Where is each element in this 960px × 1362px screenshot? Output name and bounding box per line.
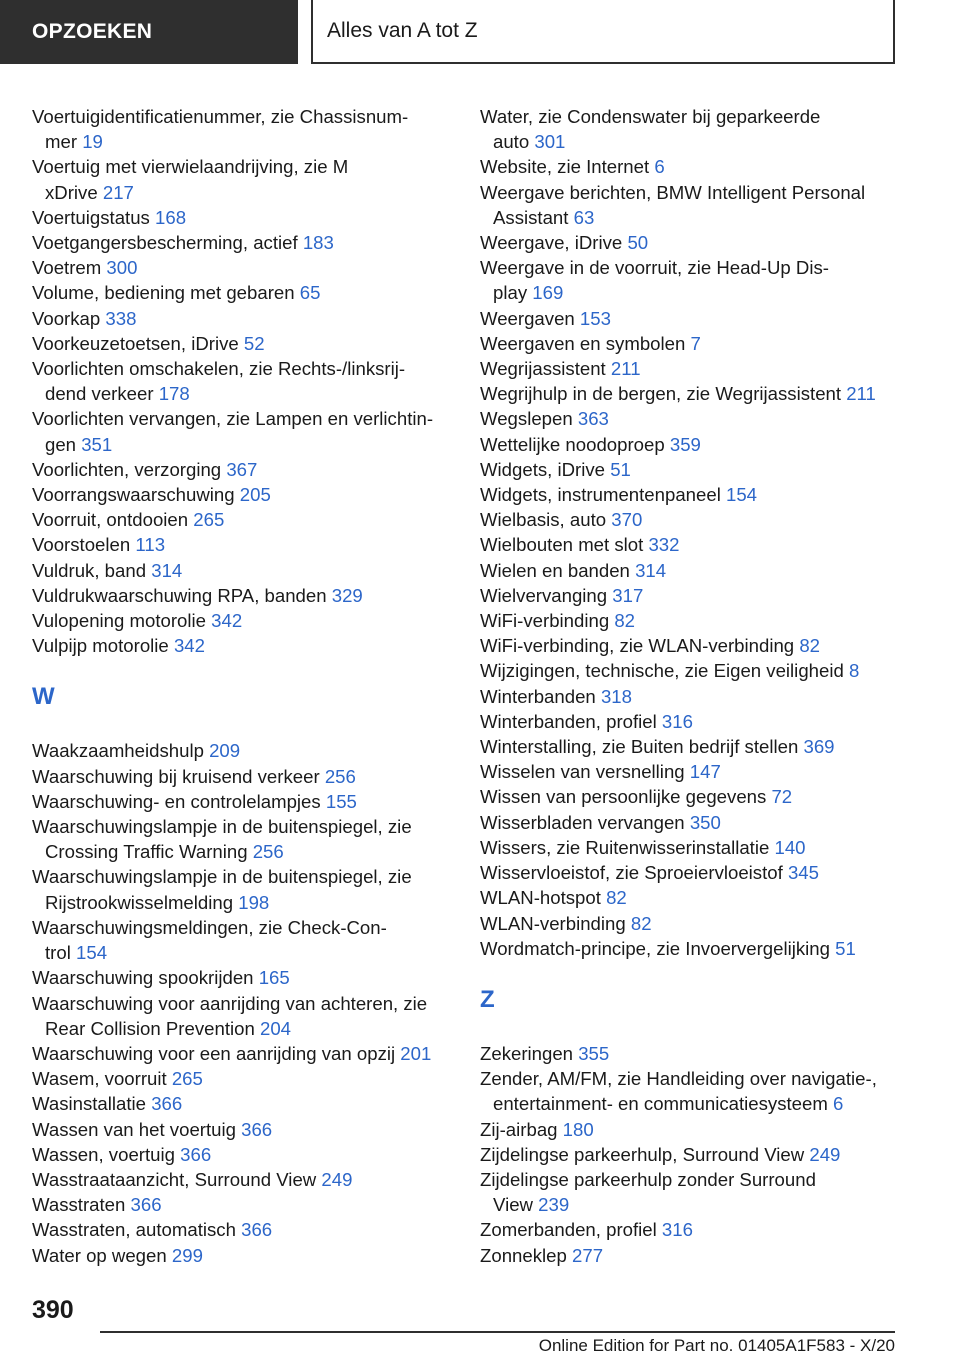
chapter-title: Alles van A tot Z [311, 0, 895, 64]
entry-term: Wassen, voertuig [32, 1143, 175, 1165]
page-reference-link[interactable]: 154 [76, 942, 108, 964]
entry-term: Zomerbanden, profiel [480, 1219, 657, 1241]
page-reference-link[interactable]: 249 [321, 1168, 353, 1190]
index-entry [480, 633, 910, 658]
index-entry [32, 965, 462, 990]
entry-term: Water op wegen [32, 1244, 167, 1266]
page-reference-link[interactable]: 165 [258, 967, 290, 989]
page-reference-link[interactable]: 217 [102, 181, 134, 203]
entry-term: Winterstalling, zie Buiten bedrijf stellen [480, 736, 799, 758]
page-reference-link[interactable]: 329 [331, 584, 363, 606]
page-number: 390 [32, 1296, 74, 1324]
entry-term: Assistant [493, 206, 569, 228]
page-reference-link[interactable]: 314 [151, 559, 183, 581]
page-reference-link[interactable]: 82 [630, 912, 652, 934]
index-entry [480, 230, 910, 255]
index-entry [480, 331, 910, 356]
entry-term: Wasstraataanzicht, Surround View [32, 1168, 317, 1190]
page-reference-link[interactable]: 113 [135, 534, 166, 556]
entry-term: Weergaven [480, 307, 575, 329]
entry-term: Waarschuwingsmeldingen, zie Check-Con‐ [32, 916, 387, 938]
index-entry [32, 255, 462, 280]
entry-term: WiFi-verbinding [480, 610, 610, 632]
entry-term: Zij-airbag [480, 1118, 558, 1140]
index-entry [32, 1091, 462, 1116]
page-reference-link[interactable]: 265 [193, 509, 225, 531]
page-reference-link[interactable]: 256 [324, 765, 356, 787]
page-reference-link[interactable]: 363 [577, 408, 609, 430]
index-entry [32, 915, 462, 965]
entry-term: Vuldrukwaarschuwing RPA, banden [32, 584, 327, 606]
page-reference-link[interactable]: 366 [130, 1194, 162, 1216]
page-reference-link[interactable]: 300 [106, 257, 138, 279]
page-reference-link[interactable]: 316 [661, 710, 693, 732]
page-reference-link[interactable]: 369 [803, 736, 835, 758]
entry-term: Zonneklep [480, 1244, 567, 1266]
entry-term: Voetgangersbescherming, actief [32, 232, 298, 254]
index-entry [32, 789, 462, 814]
index-entry [480, 457, 910, 482]
entry-term: Widgets, iDrive [480, 458, 606, 480]
page-reference-link[interactable]: 342 [211, 610, 243, 632]
index-entry [32, 1041, 462, 1066]
entry-term: Waarschuwing bij kruisend verkeer [32, 765, 320, 787]
entry-term: Volume, bediening met gebaren [32, 282, 295, 304]
entry-term: Voetrem [32, 257, 102, 279]
index-entry [480, 1142, 910, 1167]
page-reference-link[interactable]: 359 [669, 433, 701, 455]
index-entry [480, 860, 910, 885]
entry-term: Voorrangswaarschuwing [32, 484, 235, 506]
entry-term: Wasstraten [32, 1194, 126, 1216]
page-reference-link[interactable]: 168 [155, 206, 187, 228]
page-reference-link[interactable]: 355 [578, 1042, 610, 1064]
page-reference-link[interactable]: 366 [151, 1093, 183, 1115]
index-entry [480, 1117, 910, 1142]
index-entry [480, 1066, 910, 1116]
page-reference-link[interactable]: 82 [799, 635, 820, 657]
page-reference-link[interactable]: 209 [209, 740, 241, 762]
index-entry [32, 1167, 462, 1192]
page-reference-link[interactable]: 314 [635, 559, 667, 581]
entry-term: Website, zie Internet [480, 156, 650, 178]
entry-term: Weergave, iDrive [480, 232, 623, 254]
entry-term: Wegrijhulp in de bergen, zie Wegrijassistent [480, 383, 842, 405]
index-entry [480, 885, 910, 910]
index-entry [480, 432, 910, 457]
page-reference-link[interactable]: 50 [627, 232, 649, 254]
page-reference-link[interactable]: 205 [239, 484, 271, 506]
index-entry [32, 633, 462, 658]
index-entry [32, 764, 462, 789]
index-entry [480, 1243, 910, 1268]
entry-term: Wissen van persoonlijke gegevens [480, 786, 767, 808]
page-reference-link[interactable]: 342 [173, 635, 205, 657]
entry-term: Voertuigstatus [32, 206, 150, 228]
entry-term: auto [493, 131, 530, 153]
index-entry [32, 457, 462, 482]
page-reference-link[interactable]: 8 [849, 660, 860, 682]
entry-term: Wasinstallatie [32, 1093, 147, 1115]
entry-term: Widgets, instrumentenpaneel [480, 484, 721, 506]
entry-term: Waakzaamheidshulp [32, 740, 204, 762]
index-entry [32, 532, 462, 557]
page-reference-link[interactable]: 338 [105, 307, 137, 329]
index-entry [480, 810, 910, 835]
page-reference-link[interactable]: 301 [534, 131, 566, 153]
entry-term: Winterbanden, profiel [480, 710, 657, 732]
index-entry [32, 1217, 462, 1242]
entry-term: Wordmatch-principe, zie Invoervergelijking [480, 937, 830, 959]
entry-term: Winterbanden [480, 685, 596, 707]
page-reference-link[interactable]: 332 [648, 534, 680, 556]
page-reference-link[interactable]: 180 [562, 1118, 594, 1140]
entry-term: Voertuigidentificatienummer, zie Chassisnum‐ [32, 106, 409, 127]
entry-term: Voertuig met vierwielaandrijving, zie M [32, 156, 349, 178]
index-entry [32, 608, 462, 633]
index-entry [32, 583, 462, 608]
page-reference-link[interactable]: 65 [299, 282, 321, 304]
entry-term: Voorruit, ontdooien [32, 509, 189, 531]
entry-term: Zijdelingse parkeerhulp, Surround View [480, 1143, 805, 1165]
index-letter-heading: Z [480, 985, 495, 1013]
index-entry [480, 154, 910, 179]
entry-term: Water, zie Condenswater bij geparkeerde [480, 106, 821, 127]
entry-term: Weergaven en symbolen [480, 332, 686, 354]
index-letter-heading: W [32, 683, 55, 711]
entry-term: Waarschuwingslampje in de buitenspiegel, zie [32, 866, 412, 888]
entry-term: Waarschuwing spookrijden [32, 967, 254, 989]
index-entry [32, 104, 462, 154]
page-reference-link[interactable]: 318 [600, 685, 632, 707]
entry-term: play [493, 282, 528, 304]
index-entry [480, 532, 910, 557]
index-entry [480, 709, 910, 734]
entry-term: Weergave berichten, BMW Intelligent Personal [480, 181, 866, 203]
page-reference-link[interactable]: 201 [400, 1042, 432, 1064]
page-reference-link[interactable]: 140 [774, 836, 806, 858]
index-column-right [480, 104, 910, 1268]
index-entry [32, 154, 462, 204]
index-entry [32, 331, 462, 356]
entry-term: Wasem, voorruit [32, 1068, 167, 1090]
entry-term: Zekeringen [480, 1042, 574, 1064]
page-reference-link[interactable]: 183 [302, 232, 334, 254]
entry-term: Voorkap [32, 307, 101, 329]
entry-term: entertainment- en communicatiesysteem [493, 1093, 828, 1115]
page-reference-link[interactable]: 72 [771, 786, 793, 808]
index-entry [32, 1142, 462, 1167]
page-reference-link[interactable]: 52 [243, 332, 265, 354]
index-entry [480, 255, 910, 305]
entry-term: Wassen van het voertuig [32, 1118, 236, 1140]
page-reference-link[interactable]: 211 [610, 358, 641, 380]
entry-term: View [493, 1194, 533, 1216]
page-reference-link[interactable]: 6 [654, 156, 665, 178]
index-entry [32, 558, 462, 583]
page-reference-link[interactable]: 370 [611, 509, 643, 531]
page-reference-link[interactable]: 63 [573, 206, 595, 228]
page-reference-link[interactable]: 178 [158, 383, 190, 405]
page-reference-link[interactable]: 6 [833, 1093, 844, 1115]
index-entry [480, 558, 910, 583]
index-entry [480, 180, 910, 230]
index-entry [32, 280, 462, 305]
section-tab[interactable]: OPZOEKEN [0, 0, 298, 64]
entry-term: Wettelijke noodoproep [480, 433, 665, 455]
index-entry [32, 1117, 462, 1142]
index-entry [32, 1066, 462, 1091]
page-reference-link[interactable]: 299 [171, 1244, 203, 1266]
index-entry [480, 684, 910, 709]
entry-term: Waarschuwing voor aanrijding van achteren, zie [32, 992, 428, 1014]
page-reference-link[interactable]: 317 [612, 584, 644, 606]
index-entry [480, 936, 910, 961]
page-reference-link[interactable]: 7 [690, 332, 701, 354]
index-entry [480, 734, 910, 759]
entry-term: Wielbouten met slot [480, 534, 644, 556]
page-reference-link[interactable]: 51 [610, 458, 631, 480]
page-reference-link[interactable]: 277 [572, 1244, 604, 1266]
index-entry [480, 1041, 910, 1066]
page-reference-link[interactable]: 366 [241, 1118, 273, 1140]
page-reference-link[interactable]: 351 [81, 433, 113, 455]
index-entry [480, 1217, 910, 1242]
entry-term: Vulpijp motorolie [32, 635, 169, 657]
index-entry [480, 1167, 910, 1217]
index-entry [480, 306, 910, 331]
entry-term: Voorstoelen [32, 534, 131, 556]
index-entry [480, 608, 910, 633]
index-entry [480, 784, 910, 809]
entry-term: Vuldruk, band [32, 559, 147, 581]
index-entry [480, 507, 910, 532]
entry-term: Waarschuwingslampje in de buitenspiegel, zie [32, 816, 412, 838]
index-entry [32, 864, 462, 914]
entry-term: Vulopening motorolie [32, 610, 206, 632]
footer-divider [100, 1331, 895, 1333]
page-reference-link[interactable]: 82 [606, 887, 627, 909]
page-reference-link[interactable]: 366 [241, 1219, 273, 1241]
entry-term: WLAN-verbinding [480, 912, 626, 934]
page-reference-link[interactable]: 239 [538, 1194, 570, 1216]
page-reference-link[interactable]: 154 [726, 484, 758, 506]
index-entry [32, 482, 462, 507]
entry-term: mer [45, 131, 78, 153]
entry-term: Voorkeuzetoetsen, iDrive [32, 332, 239, 354]
index-entry [32, 205, 462, 230]
entry-term: Wielvervanging [480, 584, 608, 606]
index-entry [32, 406, 462, 456]
index-entry [480, 356, 910, 381]
page-reference-link[interactable]: 147 [689, 761, 721, 783]
entry-term: Zijdelingse parkeerhulp zonder Surround [480, 1168, 816, 1190]
index-entry [32, 507, 462, 532]
entry-term: Voorlichten, verzorging [32, 458, 222, 480]
entry-term: WLAN-hotspot [480, 887, 601, 909]
page-reference-link[interactable]: 265 [171, 1068, 203, 1090]
page-reference-link[interactable]: 169 [532, 282, 564, 304]
entry-term: Wegrijassistent [480, 358, 606, 380]
entry-term: Wasstraten, automatisch [32, 1219, 236, 1241]
index-entry [32, 738, 462, 763]
index-entry [32, 230, 462, 255]
index-entry [32, 1192, 462, 1217]
page-reference-link[interactable]: 211 [846, 383, 876, 405]
index-entry [480, 658, 910, 683]
entry-term: Voorlichten omschakelen, zie Rechts-/linksrij‐ [32, 358, 406, 380]
index-entry [32, 1243, 462, 1268]
page-header [0, 0, 960, 66]
entry-term: Voorlichten vervangen, zie Lampen en verlichtin‐ [32, 408, 434, 430]
entry-term: Wielbasis, auto [480, 509, 607, 531]
page-reference-link[interactable]: 19 [82, 131, 103, 153]
entry-term: Weergave in de voorruit, zie Head-Up Dis‐ [480, 257, 829, 279]
page-reference-link[interactable]: 198 [238, 891, 270, 913]
entry-term: Waarschuwing- en controlelampjes [32, 790, 321, 812]
page-reference-link[interactable]: 153 [579, 307, 611, 329]
index-entry [32, 356, 462, 406]
index-entry [480, 482, 910, 507]
page-reference-link[interactable]: 82 [614, 610, 636, 632]
page-reference-link[interactable]: 345 [787, 862, 819, 884]
entry-term: trol [45, 942, 71, 964]
page-reference-link[interactable]: 155 [325, 790, 357, 812]
page-reference-link[interactable]: 249 [809, 1143, 841, 1165]
index-entry [32, 991, 462, 1041]
entry-term: dend verkeer [45, 383, 154, 405]
index-entry [480, 381, 910, 406]
page-reference-link[interactable]: 256 [252, 841, 284, 863]
index-entry [480, 759, 910, 784]
entry-term: Crossing Traffic Warning [45, 841, 248, 863]
entry-term: Wissers, zie Ruitenwisserinstallatie [480, 836, 770, 858]
entry-term: Wijzigingen, technische, zie Eigen veiligheid [480, 660, 844, 682]
page-reference-link[interactable]: 366 [180, 1143, 212, 1165]
entry-term: Wisselen van versnelling [480, 761, 685, 783]
entry-term: Rear Collision Prevention [45, 1017, 255, 1039]
page-reference-link[interactable]: 316 [661, 1219, 693, 1241]
index-entry [480, 583, 910, 608]
entry-term: Zender, AM/FM, zie Handleiding over navigatie-, [480, 1068, 877, 1090]
page-reference-link[interactable]: 204 [259, 1017, 292, 1039]
index-entry [480, 104, 910, 154]
page-reference-link[interactable]: 350 [689, 811, 721, 833]
page-reference-link[interactable]: 51 [835, 937, 856, 959]
entry-term: Rijstrookwisselmelding [45, 891, 234, 913]
entry-term: Wisserbladen vervangen [480, 811, 685, 833]
index-column-left [32, 104, 462, 1268]
entry-term: WiFi-verbinding, zie WLAN-verbinding [480, 635, 795, 657]
entry-term: Wegslepen [480, 408, 573, 430]
index-entry [480, 406, 910, 431]
index-entry [32, 306, 462, 331]
entry-term: gen [45, 433, 77, 455]
entry-term: Waarschuwing voor een aanrijding van opzij [32, 1042, 396, 1064]
page-reference-link[interactable]: 367 [226, 458, 258, 480]
entry-term: xDrive [45, 181, 98, 203]
index-entry [480, 911, 910, 936]
index-entry [480, 835, 910, 860]
edition-note: Online Edition for Part no. 01405A1F583 - X/20 [538, 1336, 895, 1355]
entry-term: Wielen en banden [480, 559, 630, 581]
entry-term: Wisservloeistof, zie Sproeiervloeistof [480, 862, 783, 884]
index-entry [32, 814, 462, 864]
